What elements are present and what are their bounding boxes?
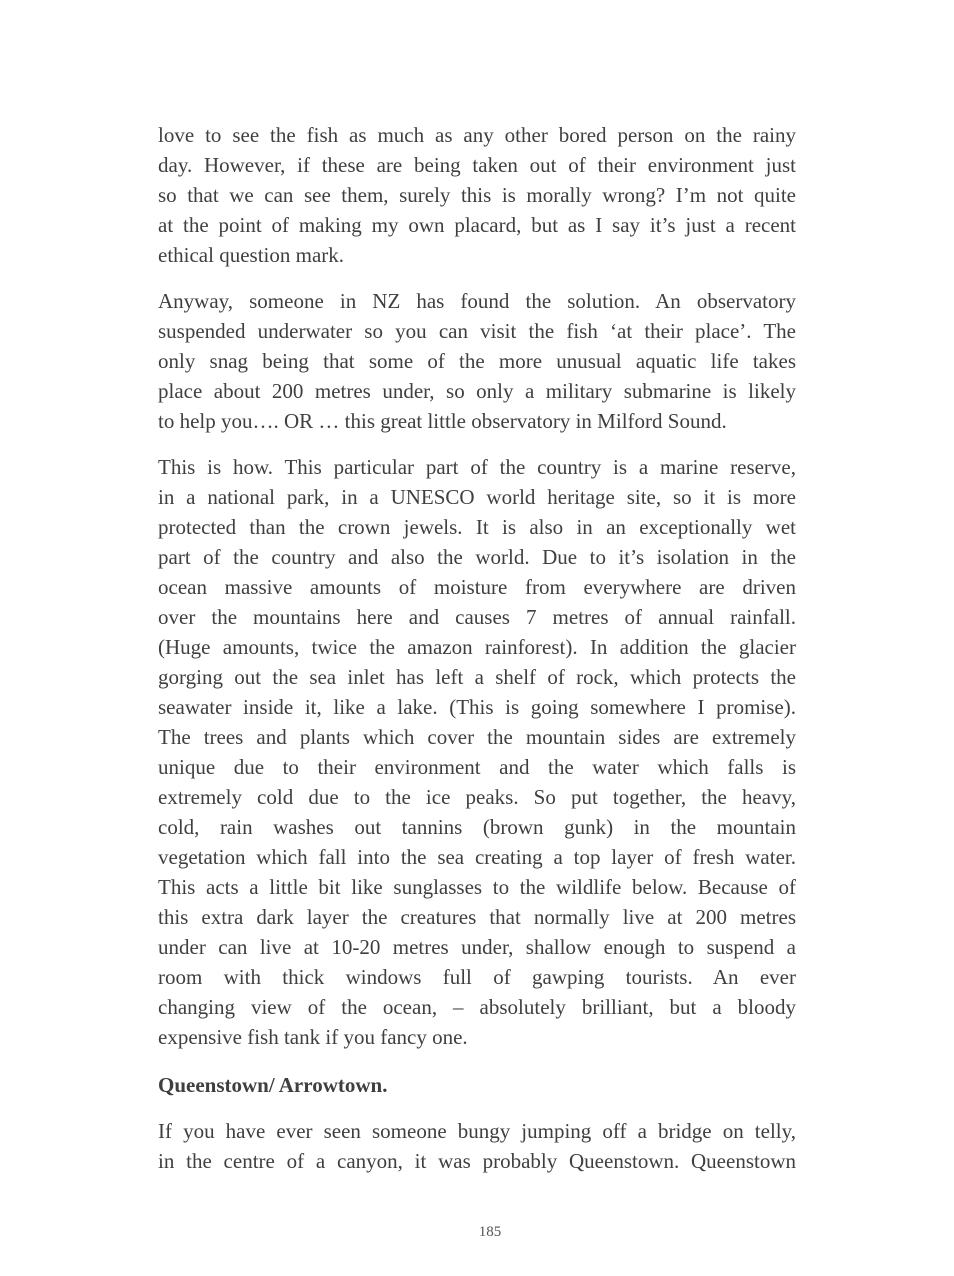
paragraph-3 [158, 452, 796, 1052]
text-line: this extra dark layer the creatures that normally live at 200 metres [158, 905, 796, 929]
paragraph-4 [158, 1116, 796, 1176]
paragraph-1 [158, 120, 796, 270]
text-line: protected than the crown jewels. It is also in an exceptionally wet [158, 515, 796, 539]
text-line: Anyway, someone in NZ has found the solution. An observatory [158, 289, 796, 313]
text-line: (Huge amounts, twice the amazon rainforest). In addition the glacier [158, 635, 796, 659]
section-heading: Queenstown/ Arrowtown. [158, 1073, 388, 1097]
text-line: If you have ever seen someone bungy jumping off a bridge on telly, [158, 1119, 796, 1143]
text-line: in the centre of a canyon, it was probably Queenstown. Queenstown [158, 1149, 796, 1173]
text-line: in a national park, in a UNESCO world heritage site, so it is more [158, 485, 796, 509]
text-line: The trees and plants which cover the mountain sides are extremely [158, 725, 796, 749]
text-line: day. However, if these are being taken out of their environment just [158, 153, 796, 177]
text-line: cold, rain washes out tannins (brown gunk) in the mountain [158, 815, 796, 839]
text-line: under can live at 10-20 metres under, shallow enough to suspend a [158, 935, 796, 959]
text-line: extremely cold due to the ice peaks. So put together, the heavy, [158, 785, 796, 809]
text-line: ocean massive amounts of moisture from everywhere are driven [158, 575, 796, 599]
text-line: room with thick windows full of gawping tourists. An ever [158, 965, 796, 989]
text-line: vegetation which fall into the sea creating a top layer of fresh water. [158, 845, 796, 869]
text-line: unique due to their environment and the water which falls is [158, 755, 796, 779]
text-line: to help you…. OR … this great little observatory in Milford Sound. [158, 409, 727, 433]
text-line: suspended underwater so you can visit the fish ‘at their place’. The [158, 319, 796, 343]
text-line: over the mountains here and causes 7 metres of annual rainfall. [158, 605, 796, 629]
text-line: changing view of the ocean, – absolutely brilliant, but a bloody [158, 995, 796, 1019]
text-line: ethical question mark. [158, 243, 345, 267]
text-line: at the point of making my own placard, but as I say it’s just a recent [158, 213, 796, 237]
paragraph-2 [158, 286, 796, 436]
text-line: only snag being that some of the more unusual aquatic life takes [158, 349, 796, 373]
text-line: expensive fish tank if you fancy one. [158, 1025, 468, 1049]
text-line: so that we can see them, surely this is morally wrong? I’m not quite [158, 183, 796, 207]
page-number: 185 [478, 1224, 502, 1240]
text-line: love to see the fish as much as any other bored person on the rainy [158, 123, 796, 147]
text-line: place about 200 metres under, so only a military submarine is likely [158, 379, 796, 403]
text-line: seawater inside it, like a lake. (This is going somewhere I promise). [158, 695, 796, 719]
text-line: This acts a little bit like sunglasses to the wildlife below. Because of [158, 875, 796, 899]
text-line: gorging out the sea inlet has left a shelf of rock, which protects the [158, 665, 796, 689]
text-line: part of the country and also the world. Due to it’s isolation in the [158, 545, 796, 569]
text-line: This is how. This particular part of the country is a marine reserve, [158, 455, 796, 479]
